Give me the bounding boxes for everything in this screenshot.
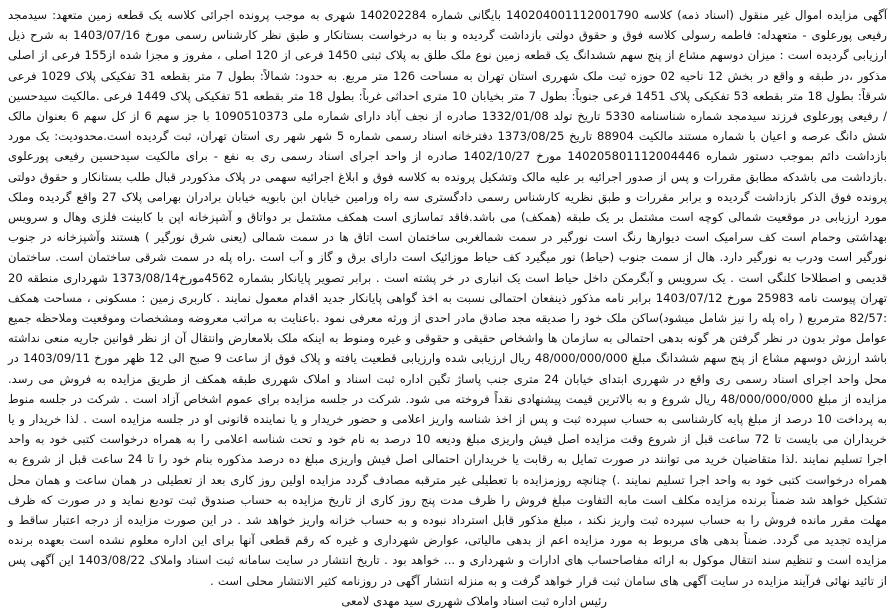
notice-signature: رئیس اداره ثبت اسناد واملاک شهرری سید مهدی لامعی	[341, 593, 607, 608]
auction-notice-body: آگهی مزایده اموال غیر منقول (اسناد ذمه) کلاسه 140204001112001790 بایگانی شماره 140202284 شهری به موجب پرونده اجرائی کلاسه یک قطعه زمین متعهد: سیدمجد رفیعی پورعلوی - متعهدله: فاطمه رسولی کلاسه فوق و حقوق دولتی بازداشت گردیده و بنا به درخواست بستانکار و طبق نظر کارشناس رسمی مورخ 1403/07/16 به شرح ذیل ارزیابی گردیده است : میزان دوسهم مشاع از پنج سهم ششدانگ یک قطعه زمین نوع ملک طلق به پلاک ثبتی 1450 فرعی از 120 اصلی ، مفروز و مجزا شده از155 فرعی از اصلی مذکور ،در طبقه و واقع در بخش 12 ناحیه 02 حوزه ثبت ملک شهرری استان تهران به مساحت 126 متر مربع. به حدود: شمالاً: بطول 7 متر بقطعه 31 تفکیکی پلاک 1029 فرعی شرقاً: بطول 18 متر بقطعه 53 تفکیکی پلاک 1451 فرعی جنوباً: بطول 7 متر بخیابان 10 متری احداثی غرباً: بطول 18 متر بقطعه 51 تفکیکی پلاک 1449 فرعی .مالکیت سیدحسین / رفیعی پورعلوی فرزند سیدمجد شماره شناسنامه 5330 تاریخ تولد 1332/01/08 صادره از نجف آباد دارای شماره ملی 1090510373 با جز سهم 6 از کل سهم 6 بعنوان مالک شش دانگ عرصه و اعیان با شماره مستند مالکیت 88904 تاریخ 1373/08/25 دفترخانه اسناد رسمی شماره 5 شهر شهر ری استان تهران، ثبت گردیده است.محدودیت: یک مورد بازداشت دائم بموجب دستور شماره 140205801112004446 مورخ 1402/10/27 صادره از واحد اجرای اسناد رسمی ری به نفع - برای مالکیت سیدحسین رفیعی پورعلوی .بازداشت می باشدکه مطابق مقررات و پس از صدور اجرائیه بر علیه مالک وتشکیل پرونده به کلاسه فوق و ابلاغ اجرائیه سهمی در پلاک مذکوردر قبال طلب بستانکار و حقوق دولتی پرونده فوق الذکر بازداشت گردیده و برابر مقررات و طبق نظریه کارشناس رسمی دادگستری سه راه ورامین خیابان ابن بابویه خیابان برادران بهرامی پلاک 27 واقع گردیده وملک مورد ارزیابی در موقعیت شمالی کوچه است مشتمل بر یک طبقه (همکف) می باشد.فاقد تماسازی است همکف مشتمل بر دواتاق و آشپزخانه اپن با کابینت فلزی وهال و سرویس بهداشتی وحمام است کف سرامیک است دیوارها رنگ است نورگیر در سمت شمالغربی ساختمان است اتاق ها در سمت شمالی (یعنی شرق نورگیر ) هستند وآشپزخانه در جنوب نورگیر است ودرب به نورگیر دارد. هال از سمت جنوب (حیاط) نور میگیرد کف حیاط موزائیک است دارای برق و گاز و آب است .راه پله در سمت شرقی ساختمان است. ساختمان قدیمی و اصطلاحا کلنگی است . یک سرویس و آبگرمکن داخل حیاط است یک انباری در خر پشته است . برابر تصویر پایانکار بشماره 4562مورخ1373/08/14 شهرداری منطقه 20 تهران پیوست نامه 25983 مورخ 1403/07/12 برابر نامه مذکور ذینفعان احتمالی نسبت به اخذ گواهی پایانکار جدید اقدام معمول نمایند . کاربری زمین : مسکونی ، مساحت همکف :82/57 مترمربع ( راه پله را نیز شامل میشود)ساکن ملک خود را صدیقه مجد صادق مادر احدی از ورثه معرفی نمود .باعنایت به مراتب معروضه ومشخصات وموقعیت وملاحظه جمیع عوامل موثر بدون در نظر گرفتن هر گونه بدهی احتمالی به سازمان ها واشخاص حقیقی و حقوقی و غیره ومنوط به اینکه ملک بلامعارض وانتقال آن از نظر قوانین جاریه منعی نداشته باشد ارزش دوسهم مشاع از پنج سهم ششدانگ مبلغ 48/000/000/000 ریال ارزیابی شده وارزیابی قطعیت یافته و پلاک فوق از ساعت 9 صبح الی 12 ظهر مورخ 1403/09/11 در محل واحد اجرای اسناد رسمی ری واقع در شهرری ابتدای خیابان 24 متری جنب پاساژ تگین اداره ثبت اسناد و املاک شهرری طبقه همکف از طریق مزایده به فروش می رسد. مزایده از مبلغ 48/000/000/000 ریال شروع و به بالاترین قیمت پیشنهادی نقداً فروخته می شود. شرکت در جلسه مزایده برای عموم اشخاص آزاد است . شرکت در جلسه منوط به پرداخت 10 درصد از مبلغ پایه کارشناسی به حساب سپرده ثبت و پس از اخذ شناسه واریز اعلامی و حضور خریدار و یا نماینده قانونی او در جلسه مزایده است . لذا خریدار و یا خریداران می بایست تا 72 ساعت قبل از شروع وقت مزایده اصل فیش واریزی مبلغ ودیعه 10 درصد به نام خود و تحت شناسه اعلامی را به همراه درخواست کتبی خود به واحد اجرا تسلیم نمایند .لذا متقاضیان خرید می توانند در صورت تمایل به رقابت یا خریداران احتمالی اصل فیش واریزی مبلغ ده درصد مذکوره بنام خود را تا 24 ساعت قبل از شروع به همراه درخواست کتبی خود به واحد اجرا تسلیم نمایند .) چنانچه روزمزایده با تعطیلی غیر مترقبه مصادف گردد مزایده اولین روز کاری بعد از تعطیلی در همان ساعت و همان محل تشکیل خواهد شد ضمناً برنده مزایده مکلف است مابه التفاوت مبلغ فروش را ظرف مدت پنج روز کاری از تاریخ مزایده به حساب صندوق ثبت تودیع نماید و در صورت که ظرف مهلت مقرر مانده فروش را به حساب سپرده ثبت واریز نکند ، مبلغ مذکور قابل استرداد نبوده و به حساب خزانه واریز خواهد شد . در این صورت مزایده از درجه اعتبار ساقط و مزایده تجدید می گردد. ضمناً بدهی های مربوط به مورد مزایده اعم از بدهی مالیاتی، عوارض شهرداری و غیره که رقم قطعی آنها برای این اداره معلوم نشده است بعهده برنده مزایده است و تنظیم سند انتقال موکول به ارائه مفاصاحساب های ادارات و شهرداری و ... خواهد بود . تاریخ انتشار در سایت سامانه ثبت اسناد واملاک 1403/08/22 این آگهی پس از تائید نهائی فرآیند مزایده در سایت آگهی های سامان ثبت قرار خواهد گرفت و به منزله انتشار آگهی در روزنامه کثیر الانتشار محلی است .	[8, 8, 888, 588]
